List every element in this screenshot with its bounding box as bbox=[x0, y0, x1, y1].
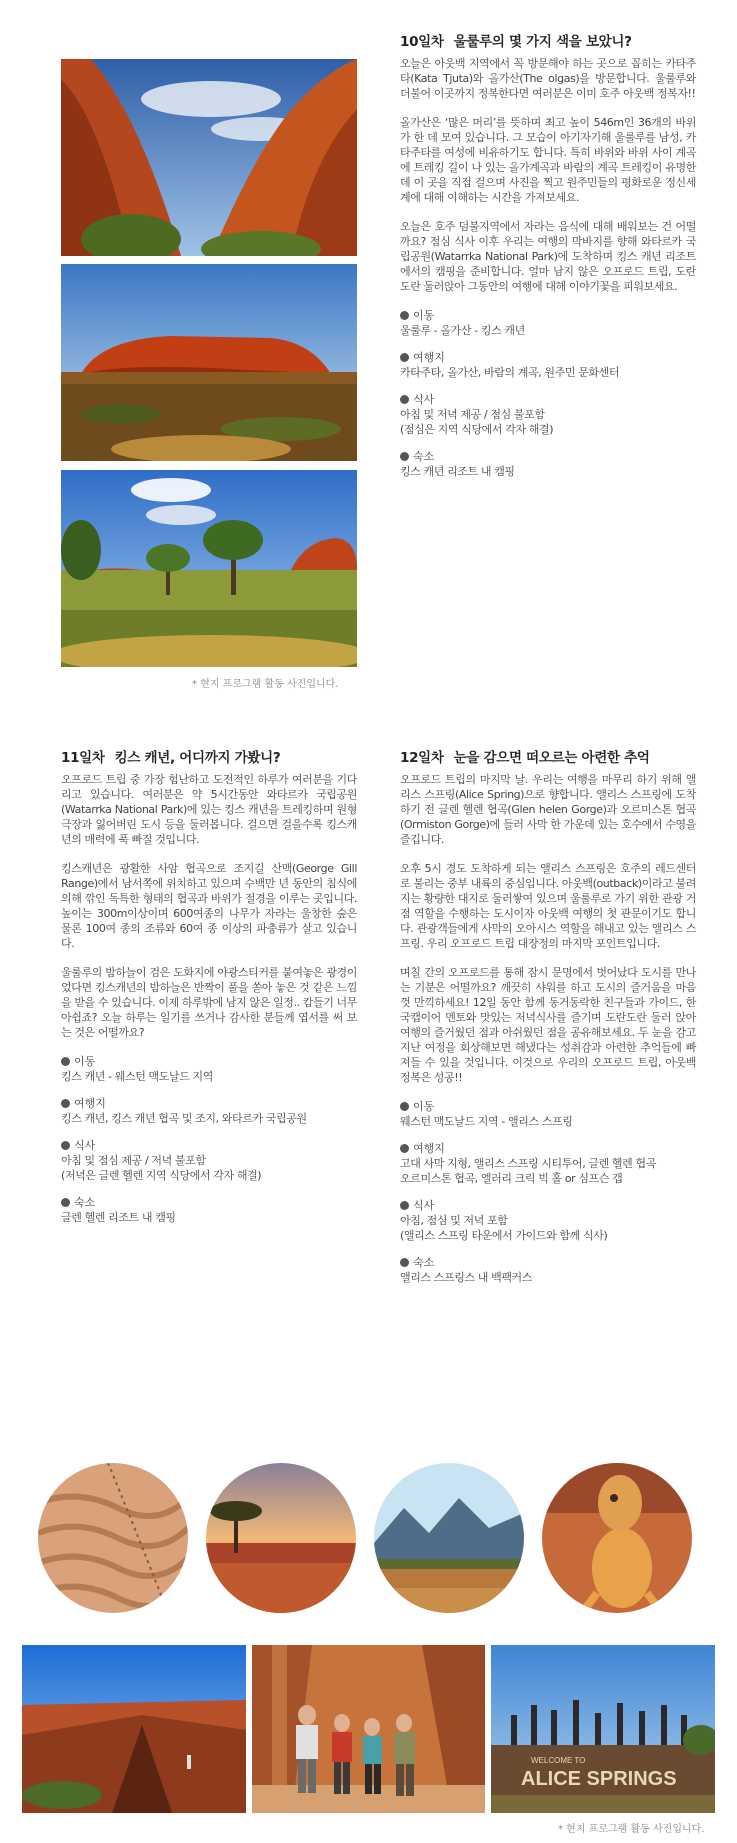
sign-line1: WELCOME TO bbox=[531, 1756, 586, 1765]
day12-info-meals: 식사 아침, 점심 및 저녁 포함 (앨리스 스프링 타운에서 가이드와 함께 식사) bbox=[400, 1199, 608, 1242]
day10-paragraph: 올가산은 ‘많은 머리’를 뜻하며 최고 높이 546m인 36개의 바위가 한 데 모여 있습니다. 그 모습이 아기자기해 울룰루를 남성, 카타주타를 여성에 비유하기도 합니다. 특히 바위와 바위 사이 계곡에 트레킹 길이 나 있는 올가계곡과 바람의 계곡 트레킹이 유명한데 이 곳을 직접 걸으며 사진을 찍고 원주민들의 평화로운 정신세계에 대해 이해하는 시간을 가져보세요. bbox=[400, 116, 696, 204]
day12-number: 12일차 bbox=[400, 750, 444, 766]
day11-section bbox=[61, 746, 357, 1237]
day11-title bbox=[61, 746, 357, 766]
bullet-icon bbox=[400, 1144, 409, 1153]
day10-info-move: 이동 울룰루 - 올가산 - 킹스 캐년 bbox=[400, 309, 525, 337]
bullet-icon bbox=[400, 353, 409, 362]
day10-info-lodging: 숙소 킹스 캐년 리조트 내 캠핑 bbox=[400, 450, 515, 478]
bullet-icon bbox=[400, 452, 409, 461]
day12-paragraph: 오후 5시 경도 도착하게 되는 앨리스 스프링은 호주의 레드센터로 불리는 중부 내륙의 중심입니다. 아웃백(outback)이라고 불려지는 황량한 대지로 둘러쌓여 있으며 울룰루로 가기 위한 관광 거점 역할을 수행하는 도시이자 아웃백 여행의 첫 관문이기도 합니다. 관광객들에게 사막의 오아시스 역할을 해내고 있는 앨리스 스프링. 우리 오프로드 트립 대장정의 마지막 포인트입니다. bbox=[400, 862, 696, 950]
kata-tjuta-photo bbox=[61, 59, 357, 256]
bullet-icon bbox=[400, 1102, 409, 1111]
day11-info-meals: 식사 아침 및 점심 제공 / 저녁 불포함 (저녁은 글렌 헬렌 지역 식당에서 각자 해결) bbox=[61, 1139, 262, 1182]
day11-info-places: 여행지 킹스 캐년, 킹스 캐년 협곡 및 조지, 와타르카 국립공원 bbox=[61, 1097, 307, 1125]
mountain-range-circle-photo bbox=[374, 1463, 524, 1613]
day11-info-move: 이동 킹스 캐년 - 웨스턴 맥도날드 지역 bbox=[61, 1055, 213, 1083]
sign-line2: ALICE SPRINGS bbox=[521, 1768, 677, 1790]
lizard-circle-photo bbox=[542, 1463, 692, 1613]
bullet-icon bbox=[61, 1198, 70, 1207]
day12-paragraph: 며칠 간의 오프로드를 통해 잠시 문명에서 벗어났다 도시를 만나는 기분은 어떨까요? 깨끗히 샤워를 하고 도시의 즐거움을 마음껏 만끽하세요! 12일 동안 함께 동거동락한 친구들과 가이드, 한국캡이어 멘토와 맛있는 저녁식사를 즐기며 도란도란 둘러 앉아 여행의 즐거웠던 점과 아쉬웠던 점을 공유해보세요. 두 눈을 감고 지난 여정을 회상해보면 해냈다는 성취감과 아련한 추억들에 빠져들 수 있을 것입니다. 이것으로 우리의 오프로드 트립, 아웃백 정복은 성공!! bbox=[400, 966, 696, 1084]
outback-landscape-photo bbox=[61, 470, 357, 667]
bullet-icon bbox=[61, 1141, 70, 1150]
day10-paragraph: 오늘은 호주 덤불지역에서 자라는 음식에 대해 배워보는 건 어떨까요? 점심 식사 이후 우리는 여행의 막바지를 향해 와타르카 국립공원(Watarrka National Park)에 도착하며 킹스 캐년 리조트에서의 캠핑을 준비합니다. 얼마 남지 않은 오프로드 트립, 도란도란 둘러앉아 그동안의 여행에 대해 이야기꽃을 피워보세요. bbox=[400, 220, 696, 293]
day11-paragraph: 오프로드 트립 중 가장 험난하고 도전적인 하루가 여러분을 기다리고 있습니다. 여러분은 약 5시간동안 와타르카 국립공원(Watarrka National Park)에 있는 킹스 캐년을 트레킹하며 원형극장과 잃어버린 도시 등을 둘러봅니다. 걸으면 걸을수록 킹스캐년의 매력에 푹 빠질 것입니다. bbox=[61, 773, 357, 846]
day12-info-places: 여행지 고대 사막 지형, 앨리스 스프링 시티투어, 글렌 헬렌 협곡 오르미스톤 협곡, 엘러리 크릭 빅 홀 or 심프슨 갭 bbox=[400, 1142, 656, 1185]
day10-paragraph: 오늘은 아웃백 지역에서 꼭 방문해야 하는 곳으로 꼽히는 카타주타(Kata Tjuta)와 올가산(The olgas)을 방문합니다. 울룰루와 더불어 이곳까지 정복한다면 여러분은 이미 호주 아웃백 정복자!! bbox=[400, 57, 696, 100]
day12-heading: 눈을 감으면 떠오르는 아련한 추억 bbox=[453, 750, 650, 766]
bullet-icon bbox=[400, 311, 409, 320]
day10-section bbox=[400, 30, 696, 491]
bullet-icon bbox=[400, 1201, 409, 1210]
sand-dune-circle-photo bbox=[38, 1463, 188, 1613]
day10-info-meals: 식사 아침 및 저녁 제공 / 점심 불포함 (점심은 지역 식당에서 각자 해결) bbox=[400, 393, 554, 436]
bullet-icon bbox=[400, 395, 409, 404]
bottom-photo-caption: * 현지 프로그램 활동 사진입니다. bbox=[558, 1824, 705, 1835]
day11-paragraph: 킹스캐년은 광활한 사암 협곡으로 조지길 산맥(George Gill Range)에서 남서쪽에 위치하고 있으며 수백만 년 동안의 침식에 의해 깎인 독특한 형태의 협곡과 바위가 절경을 이루는 곳입니다. 높이는 300m이상이며 600여종의 나무가 자라는 울창한 숲은 물론 100여 종의 조류와 60여 종 이상의 파충류가 살고 있습니다. bbox=[61, 862, 357, 950]
top-photo-caption: * 현지 프로그램 활동 사진입니다. bbox=[192, 679, 339, 690]
day12-info-move: 이동 웨스턴 맥도날드 지역 - 앨리스 스프링 bbox=[400, 1100, 573, 1128]
bullet-icon bbox=[61, 1099, 70, 1108]
day11-heading: 킹스 캐년, 어디까지 가봤니? bbox=[114, 750, 281, 766]
bullet-icon bbox=[400, 1258, 409, 1267]
day12-info-lodging: 숙소 앨리스 스프링스 내 백팩커스 bbox=[400, 1256, 533, 1284]
day11-number: 11일차 bbox=[61, 750, 105, 766]
day10-number: 10일차 bbox=[400, 34, 444, 50]
alice-springs-sign-photo bbox=[491, 1645, 715, 1813]
day12-paragraph: 오프로드 트립의 마지막 날. 우리는 여행을 마무리 하기 위해 앨리스 스프링(Alice Spring)으로 향합니다. 앨리스 스프링에 도착하기 전 글렌 헬렌 협곡(Glen helen Gorge)과 오르미스톤 협곡(Ormiston Gorge)에 들러 사막 한 가운데 있는 호수에서 수영을 즐깁니다. bbox=[400, 773, 696, 846]
day11-paragraph: 울룰루의 밤하늘이 검은 도화지에 야광스티커를 붙여놓은 광경이었다면 킹스캐년의 밤하늘은 반짝이 풀을 쏟아 놓은 것 같은 느낌을 받을 수 있습니다. 이제 하루밖에 남지 않은 일정.. 캄들기 너무 아쉽죠? 오늘 하루는 일기를 쓰거나 감사한 분들께 엽서를 써 보는 것은 어떨까요? bbox=[61, 966, 357, 1039]
hikers-photo bbox=[252, 1645, 485, 1813]
day11-info-lodging: 숙소 글렌 헬렌 리조트 내 캠핑 bbox=[61, 1196, 176, 1224]
kings-canyon-photo bbox=[22, 1645, 246, 1813]
day10-heading: 울룰루의 몇 가지 색을 보았니? bbox=[453, 34, 632, 50]
sunset-tree-circle-photo bbox=[206, 1463, 356, 1613]
day10-info-places: 여행지 카타주타, 올가산, 바람의 계곡, 원주민 문화센터 bbox=[400, 351, 620, 379]
day12-section bbox=[400, 746, 696, 1297]
bullet-icon bbox=[61, 1057, 70, 1066]
day12-title bbox=[400, 746, 696, 766]
uluru-photo bbox=[61, 264, 357, 461]
day10-title bbox=[400, 30, 696, 50]
